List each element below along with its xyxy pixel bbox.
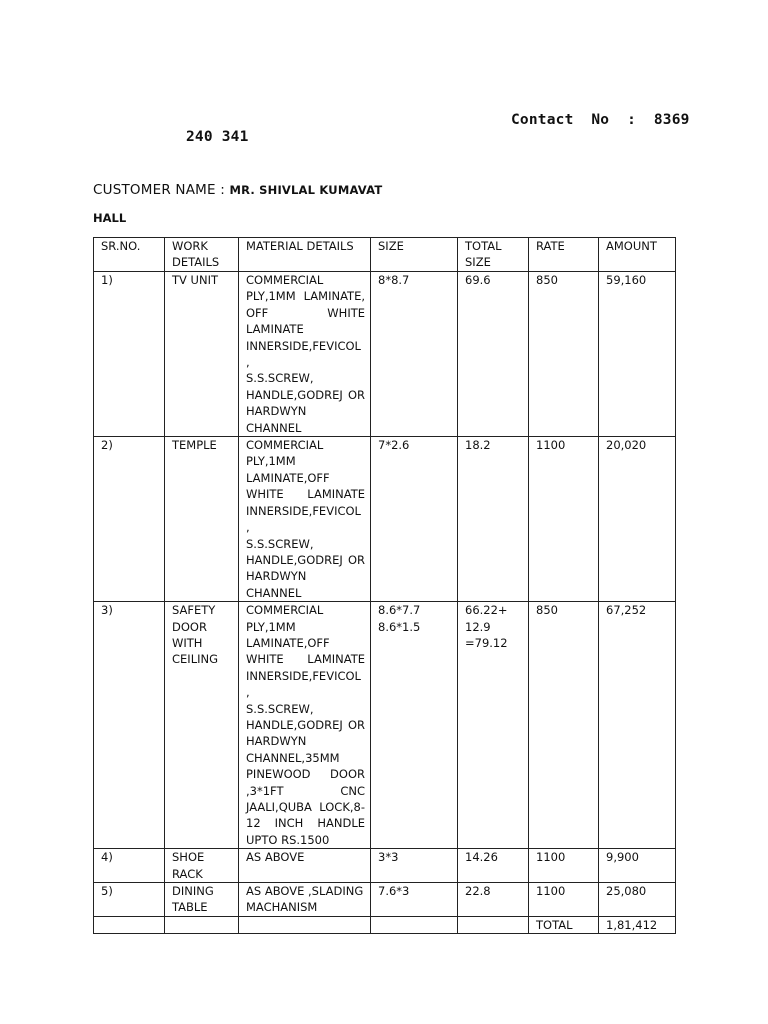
cell-amount: 9,900 <box>599 849 676 883</box>
table-row <box>94 272 676 437</box>
size-value: 8.6*7.7 <box>378 603 421 618</box>
total-amount: 1,81,412 <box>599 916 676 933</box>
cell-size: 7*2.6 <box>371 437 458 602</box>
cell-material-details: AS ABOVE ,SLADING MACHANISM <box>239 883 371 917</box>
cell-total-size: 14.26 <box>458 849 529 883</box>
material-text-continued: S.S.SCREW, HANDLE,GODREJ OR HARDWYN CHANNEL <box>246 371 365 435</box>
cell-material-details <box>239 602 371 849</box>
header-rate: RATE <box>529 238 599 272</box>
material-text-continued: S.S.SCREW, HANDLE,GODREJ OR HARDWYN CHANNEL,35MM PINEWOOD DOOR ,3*1FT CNC JAALI,QUBA LOCK,8-12 INCH HANDLE UPTO RS.1500 <box>246 701 365 847</box>
cell-material-details <box>239 437 371 602</box>
cell-sr-no: 5) <box>94 883 165 917</box>
cell-total-size: 22.8 <box>458 883 529 917</box>
empty-cell <box>371 916 458 933</box>
cell-total-size <box>458 602 529 849</box>
cell-work-details: TV UNIT <box>165 272 239 437</box>
cell-amount: 20,020 <box>599 437 676 602</box>
cell-size <box>371 602 458 849</box>
total-row <box>94 916 676 933</box>
empty-cell <box>239 916 371 933</box>
empty-cell <box>165 916 239 933</box>
material-text-continued: S.S.SCREW, HANDLE,GODREJ OR HARDWYN CHANNEL <box>246 536 365 600</box>
header-amount: AMOUNT <box>599 238 676 272</box>
cell-sr-no: 2) <box>94 437 165 602</box>
cell-sr-no: 1) <box>94 272 165 437</box>
cell-work-details: DINING TABLE <box>165 883 239 917</box>
cell-sr-no: 4) <box>94 849 165 883</box>
empty-cell <box>458 916 529 933</box>
cell-material-details: AS ABOVE <box>239 849 371 883</box>
table-row <box>94 883 676 917</box>
total-label: TOTAL <box>529 916 599 933</box>
cell-size: 3*3 <box>371 849 458 883</box>
customer-name-line <box>93 182 382 198</box>
customer-name-value: MR. SHIVLAL KUMAVAT <box>229 183 383 197</box>
cell-rate: 850 <box>529 272 599 437</box>
cell-size: 8*8.7 <box>371 272 458 437</box>
customer-name-label: CUSTOMER NAME : <box>93 182 230 198</box>
cell-rate: 1100 <box>529 437 599 602</box>
cell-rate: 1100 <box>529 849 599 883</box>
cell-amount: 25,080 <box>599 883 676 917</box>
table-header-row <box>94 238 676 272</box>
quotation-table <box>93 237 676 934</box>
cell-total-size: 18.2 <box>458 437 529 602</box>
material-text: COMMERCIAL PLY,1MM LAMINATE, OFF WHITE LAMINATE INNERSIDE,FEVICOL , <box>246 273 365 370</box>
section-title: HALL <box>93 211 127 225</box>
table-row <box>94 437 676 602</box>
header-total-size: TOTAL SIZE <box>458 238 529 272</box>
cell-total-size: 69.6 <box>458 272 529 437</box>
header-work-details: WORK DETAILS <box>165 238 239 272</box>
cell-rate: 1100 <box>529 883 599 917</box>
total-size-value-2: 12.9 <box>465 619 491 634</box>
cell-amount: 59,160 <box>599 272 676 437</box>
cell-work-details: TEMPLE <box>165 437 239 602</box>
header-sr-no: SR.NO. <box>94 238 165 272</box>
cell-size: 7.6*3 <box>371 883 458 917</box>
material-text: COMMERCIAL PLY,1MM LAMINATE,OFF WHITE LAMINATE INNERSIDE,FEVICOL , <box>246 603 365 700</box>
material-text: COMMERCIAL PLY,1MM LAMINATE,OFF WHITE LAMINATE INNERSIDE,FEVICOL , <box>246 438 365 535</box>
cell-amount: 67,252 <box>599 602 676 849</box>
size-value-2: 8.6*1.5 <box>378 619 421 634</box>
total-size-value: 66.22+ <box>465 603 508 618</box>
cell-sr-no: 3) <box>94 602 165 849</box>
header-size: SIZE <box>371 238 458 272</box>
cell-work-details: SHOE RACK <box>165 849 239 883</box>
cell-work-details: SAFETY DOOR WITH CEILING <box>165 602 239 849</box>
total-size-value-3: =79.12 <box>465 635 508 650</box>
cell-rate: 850 <box>529 602 599 849</box>
cell-material-details <box>239 272 371 437</box>
table-row <box>94 849 676 883</box>
empty-cell <box>94 916 165 933</box>
header-material-details: MATERIAL DETAILS <box>239 238 371 272</box>
contact-number-line1: Contact No : 8369 <box>511 112 690 128</box>
contact-number-line2: 240 341 <box>186 129 249 145</box>
table-row <box>94 602 676 849</box>
